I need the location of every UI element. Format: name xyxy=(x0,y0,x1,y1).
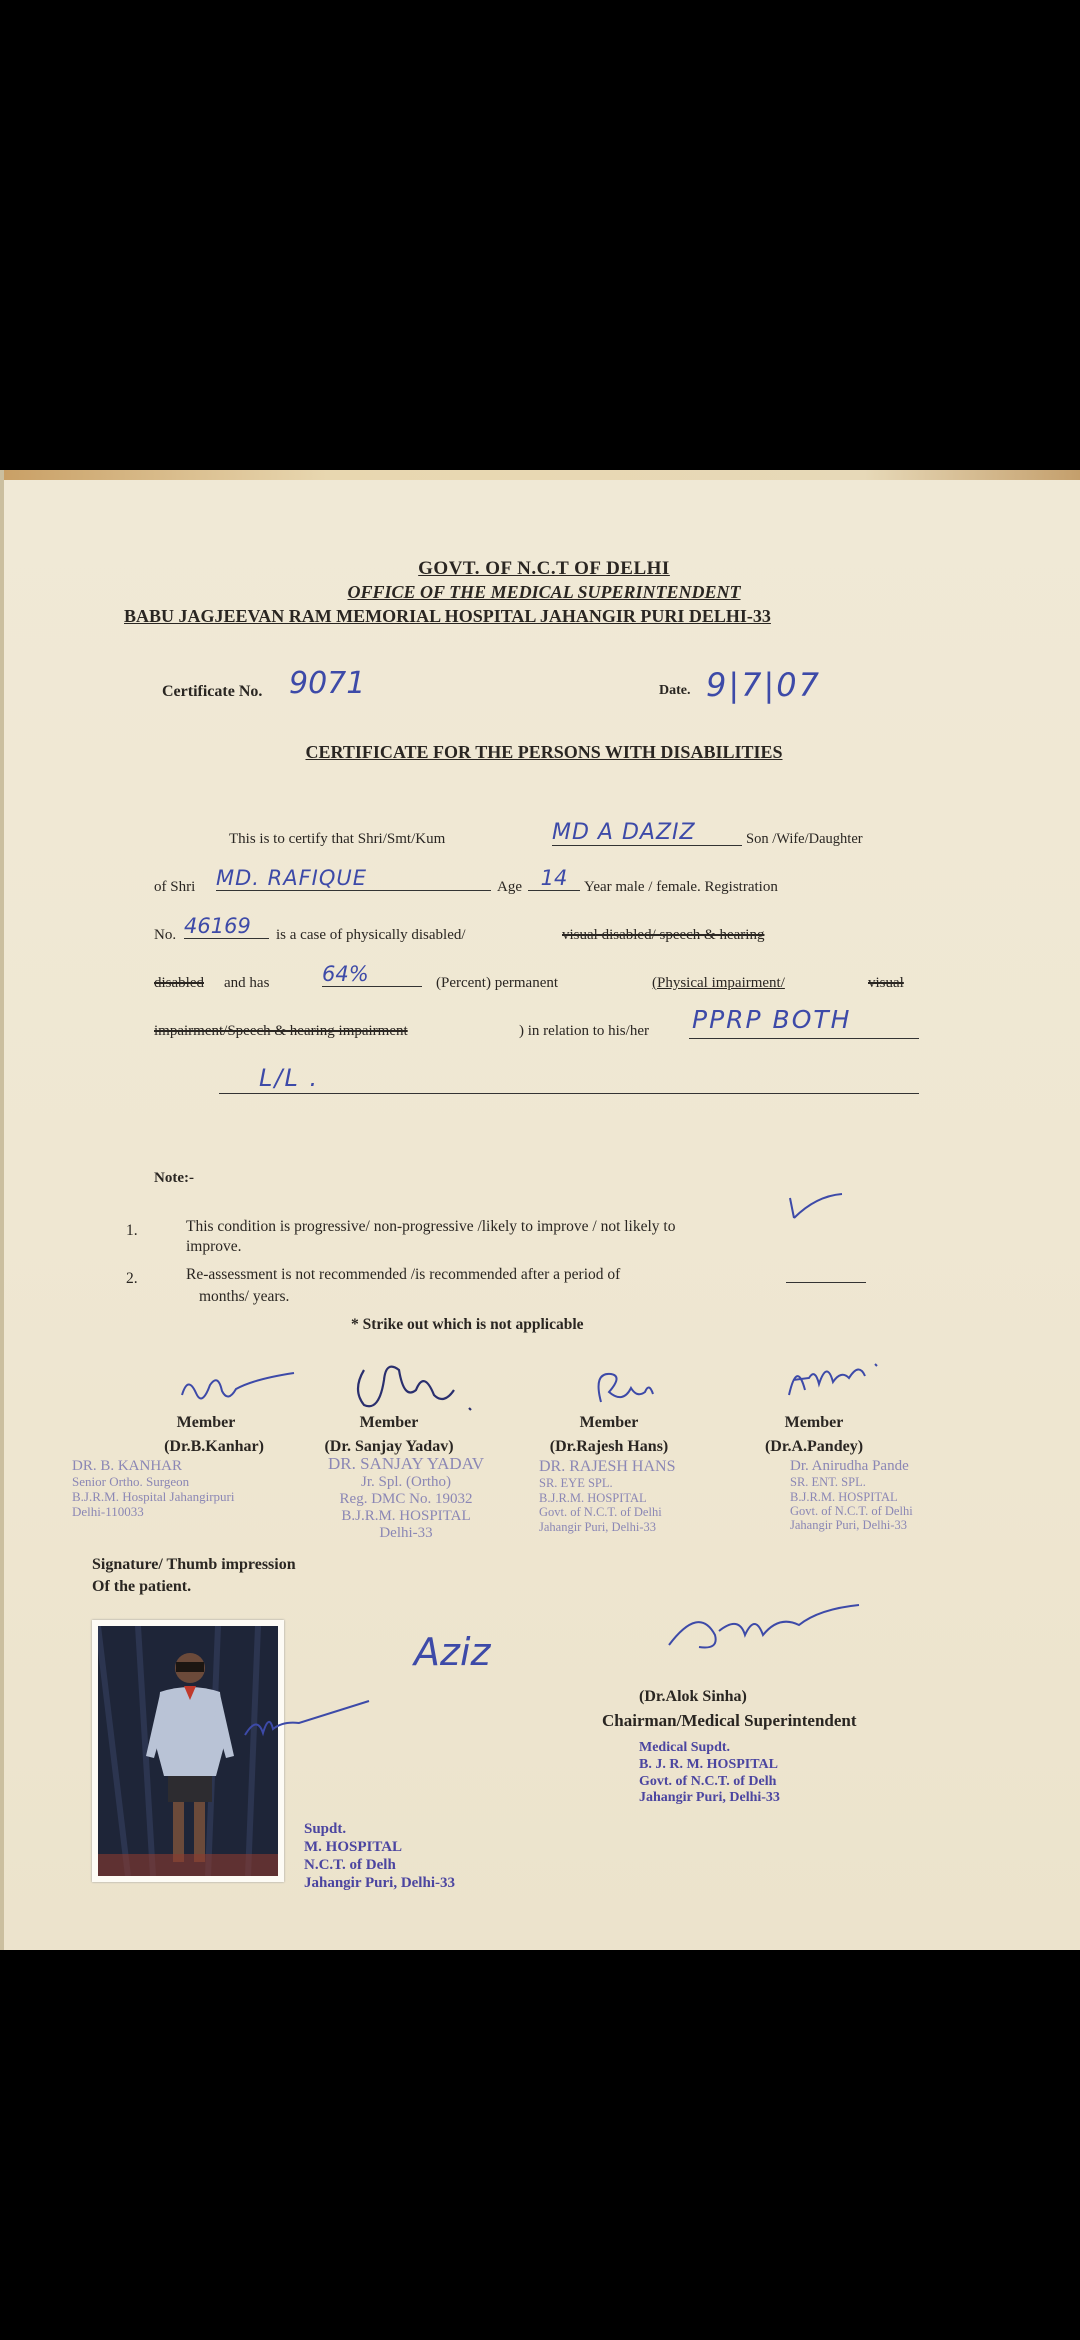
member-1-name: (Dr.B.Kanhar) xyxy=(164,1438,264,1455)
stamp-line: Supdt. xyxy=(304,1821,347,1837)
member-3-signature xyxy=(589,1362,659,1422)
stamp-line: B.J.R.M. HOSPITAL xyxy=(790,1489,898,1504)
patient-name: MD A DAZIZ xyxy=(552,820,742,846)
body-line-4-struck-2: visual xyxy=(868,975,904,991)
stamp-line: Jahangir Puri, Delhi-33 xyxy=(790,1518,907,1533)
member-1-signature xyxy=(174,1365,304,1420)
header-govt: GOVT. OF N.C.T OF DELHI xyxy=(418,558,670,579)
member-2-name: (Dr. Sanjay Yadav) xyxy=(324,1438,454,1455)
header-office: OFFICE OF THE MEDICAL SUPERINTENDENT xyxy=(347,582,741,602)
stamp-line: N.C.T. of Delh xyxy=(304,1857,396,1873)
note-1-text: This condition is progressive/ non-progressive /likely to improve / not likely to xyxy=(186,1218,676,1235)
tick-mark xyxy=(786,1188,846,1226)
body-line-4-struck: disabled xyxy=(154,975,204,991)
stamp-line: Jahangir Puri, Delhi-33 xyxy=(639,1790,780,1806)
stamp-line: B.J.R.M. Hospital Jahangirpuri xyxy=(72,1489,235,1505)
stamp-line: M. HOSPITAL xyxy=(304,1839,403,1855)
member-4-stamp xyxy=(790,1458,913,1533)
body-line-5-post: ) in relation to his/her xyxy=(519,1023,649,1039)
chairman-signature xyxy=(659,1595,869,1665)
note-2-text: Re-assessment is not recommended /is recommended after a period of xyxy=(186,1266,621,1283)
stamp-line: DR. RAJESH HANS xyxy=(539,1458,676,1475)
chairman-stamp xyxy=(639,1740,780,1807)
photo-attestation-signature xyxy=(239,1695,379,1755)
patient-signature-label: Signature/ Thumb impression xyxy=(92,1556,296,1573)
stamp-line: B.J.R.M. HOSPITAL xyxy=(341,1508,471,1525)
member-2-stamp xyxy=(276,1454,536,1543)
age-label: Age xyxy=(497,879,522,895)
date-value: 9|7|07 xyxy=(706,666,821,704)
chairman-title: Chairman/Medical Superintendent xyxy=(602,1711,857,1730)
stamp-line: Jahangir Puri, Delhi-33 xyxy=(304,1875,455,1891)
stamp-line: DR. B. KANHAR xyxy=(72,1458,183,1474)
stamp-line: Jr. Spl. (Ortho) xyxy=(361,1473,451,1490)
physical-impairment: (Physical impairment/ xyxy=(652,975,785,991)
stamp-line: Reg. DMC No. 19032 xyxy=(339,1490,473,1507)
condition-underline xyxy=(689,1038,919,1039)
registration-no: 46169 xyxy=(184,914,269,939)
note-2-number: 2. xyxy=(126,1270,138,1287)
strike-note: * Strike out which is not applicable xyxy=(351,1316,584,1333)
stamp-line: Delhi-110033 xyxy=(72,1504,144,1520)
patient-signature: Aziz xyxy=(414,1630,491,1674)
member-1-stamp xyxy=(72,1458,235,1520)
stamp-line: Govt. of N.C.T. of Delh xyxy=(639,1773,777,1789)
condition-text-2: L/L . xyxy=(259,1064,320,1092)
member-3-stamp xyxy=(539,1458,675,1534)
stamp-line: Govt. of N.C.T. of Delhi xyxy=(539,1505,662,1520)
body-line-1-post: Son /Wife/Daughter xyxy=(746,831,863,847)
condition-underline-2 xyxy=(219,1093,919,1094)
body-line-3-struck: visual disabled/ speech & hearing xyxy=(562,927,765,943)
body-line-4-and: and has xyxy=(224,975,270,991)
stamp-line: Delhi-33 xyxy=(379,1525,433,1542)
stamp-line: SR. EYE SPL. xyxy=(539,1476,613,1491)
member-3-name: (Dr.Rajesh Hans) xyxy=(549,1438,669,1455)
body-line-3-pre: No. xyxy=(154,927,177,943)
body-line-4-mid: (Percent) permanent xyxy=(436,975,559,991)
stamp-line: Senior Ortho. Surgeon xyxy=(72,1474,190,1490)
member-3-label: Member xyxy=(579,1414,639,1431)
stamp-line: SR. ENT. SPL. xyxy=(790,1475,866,1490)
body-line-1-pre: This is to certify that Shri/Smt/Kum xyxy=(229,831,446,847)
member-4-label: Member xyxy=(784,1414,844,1431)
body-line-2-pre: of Shri xyxy=(154,879,196,895)
disability-percent: 64% xyxy=(322,962,422,987)
body-line-3-mid: is a case of physically disabled/ xyxy=(276,927,466,943)
note-1-number: 1. xyxy=(126,1222,138,1239)
member-1-label: Member xyxy=(176,1414,236,1431)
date-label: Date. xyxy=(659,683,691,698)
certificate-no-value: 9071 xyxy=(289,666,366,701)
certificate-title: CERTIFICATE FOR THE PERSONS WITH DISABILITIES xyxy=(305,742,783,762)
condition-text: PPRP BOTH xyxy=(692,1005,852,1034)
father-name: MD. RAFIQUE xyxy=(216,866,491,891)
member-4-name: (Dr.A.Pandey) xyxy=(764,1438,864,1455)
stamp-line: Jahangir Puri, Delhi-33 xyxy=(539,1519,656,1534)
stamp-line: Medical Supdt. xyxy=(639,1740,731,1755)
note-heading: Note:- xyxy=(154,1170,194,1186)
patient-signature-label-2: Of the patient. xyxy=(92,1578,192,1595)
stamp-line: B.J.R.M. HOSPITAL xyxy=(539,1490,647,1505)
stamp-line: Dr. Anirudha Pande xyxy=(790,1458,909,1474)
stamp-line: B. J. R. M. HOSPITAL xyxy=(639,1756,778,1772)
stamp-line: Govt. of N.C.T. of Delhi xyxy=(790,1504,913,1518)
body-line-2-post: Year male / female. Registration xyxy=(584,879,778,895)
note-1-text-cont: improve. xyxy=(186,1238,242,1255)
note-2-blank xyxy=(786,1282,866,1283)
photo-stamp xyxy=(304,1820,455,1892)
member-4-signature xyxy=(779,1340,899,1410)
stamp-line: DR. SANJAY YADAV xyxy=(327,1454,485,1473)
member-2-label: Member xyxy=(359,1414,419,1431)
note-2-text-cont: months/ years. xyxy=(199,1288,290,1305)
header-hospital: BABU JAGJEEVAN RAM MEMORIAL HOSPITAL JAHANGIR PURI DELHI-33 xyxy=(124,606,771,626)
certificate-no-label: Certificate No. xyxy=(162,683,263,700)
age-value: 14 xyxy=(528,866,580,891)
certificate-document xyxy=(0,470,1080,1950)
body-line-5-struck: impairment/Speech & hearing impairment xyxy=(154,1023,408,1039)
chairman-name: (Dr.Alok Sinha) xyxy=(639,1688,747,1705)
